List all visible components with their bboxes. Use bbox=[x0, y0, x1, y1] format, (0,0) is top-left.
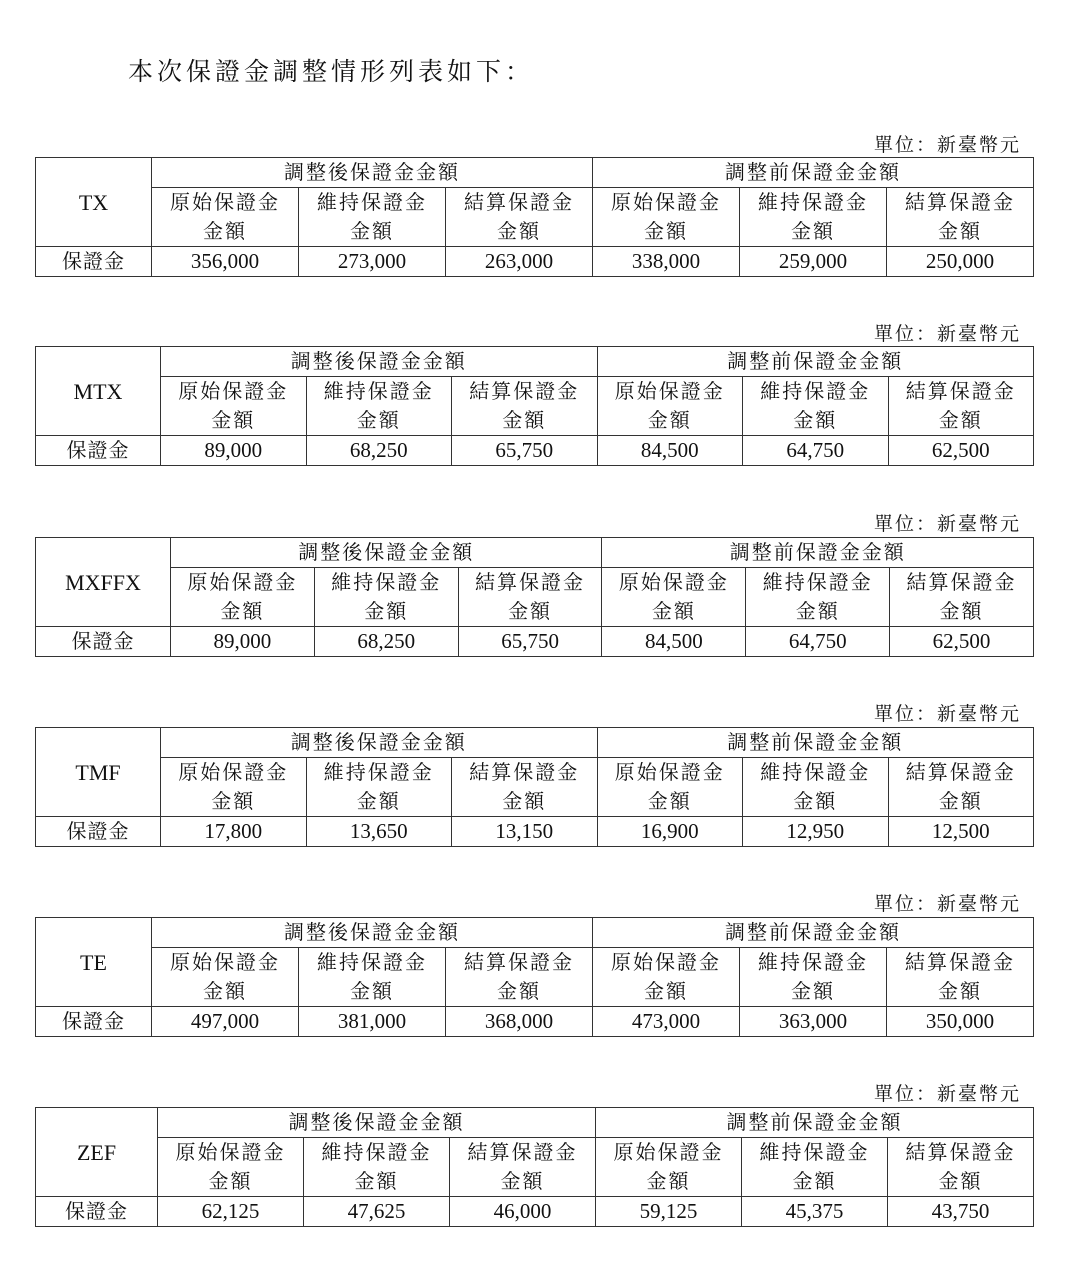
column-header bbox=[314, 568, 458, 627]
margin-value: 62,500 bbox=[890, 627, 1034, 657]
group-header-before: 調整前保證金金額 bbox=[597, 347, 1034, 377]
column-header-line: 金額 bbox=[500, 1169, 545, 1193]
column-header-line: 金額 bbox=[793, 408, 838, 432]
row-label: 保證金 bbox=[36, 1007, 152, 1037]
margin-value: 16,900 bbox=[597, 817, 743, 847]
column-header-line: 金額 bbox=[651, 599, 696, 623]
column-header bbox=[888, 377, 1034, 436]
column-header-line: 維持保證金 bbox=[323, 760, 434, 784]
column-header bbox=[452, 758, 598, 817]
column-header-line: 金額 bbox=[646, 1169, 691, 1193]
margin-value: 62,125 bbox=[158, 1197, 304, 1227]
column-header bbox=[740, 948, 887, 1007]
column-header bbox=[306, 758, 452, 817]
column-header bbox=[887, 188, 1034, 247]
margin-value: 45,375 bbox=[742, 1197, 888, 1227]
column-header bbox=[743, 377, 889, 436]
margin-value: 363,000 bbox=[740, 1007, 887, 1037]
column-header bbox=[299, 188, 446, 247]
unit-label: 單位：新臺幣元 bbox=[873, 703, 1021, 725]
margin-value: 46,000 bbox=[450, 1197, 596, 1227]
column-header bbox=[593, 188, 740, 247]
column-header-line: 結算保證金 bbox=[905, 190, 1015, 214]
column-header bbox=[593, 948, 740, 1007]
column-header-line: 結算保證金 bbox=[906, 570, 1017, 594]
column-header bbox=[597, 758, 743, 817]
column-header-line: 金額 bbox=[647, 408, 692, 432]
group-header-after: 調整後保證金金額 bbox=[152, 918, 593, 948]
column-header-line: 維持保證金 bbox=[759, 1140, 870, 1164]
column-header-line: 金額 bbox=[793, 789, 838, 813]
column-header bbox=[446, 948, 593, 1007]
group-header-after: 調整後保證金金額 bbox=[161, 728, 598, 758]
column-header-line: 金額 bbox=[938, 219, 982, 243]
column-header bbox=[743, 758, 889, 817]
column-header-line: 維持保證金 bbox=[758, 950, 868, 974]
margin-value: 17,800 bbox=[161, 817, 307, 847]
column-header-line: 金額 bbox=[211, 408, 256, 432]
margin-value: 68,250 bbox=[306, 436, 452, 466]
column-header-line: 維持保證金 bbox=[321, 1140, 432, 1164]
margin-value: 273,000 bbox=[299, 247, 446, 277]
column-header bbox=[887, 948, 1034, 1007]
column-header-line: 維持保證金 bbox=[760, 379, 871, 403]
margin-value: 368,000 bbox=[446, 1007, 593, 1037]
column-header bbox=[888, 1138, 1034, 1197]
margin-value: 497,000 bbox=[152, 1007, 299, 1037]
column-header-line: 金額 bbox=[203, 219, 247, 243]
column-header-line: 維持保證金 bbox=[317, 190, 427, 214]
margin-value: 259,000 bbox=[740, 247, 887, 277]
group-header-before: 調整前保證金金額 bbox=[597, 728, 1034, 758]
margin-table-mxffx bbox=[35, 537, 1034, 657]
margin-table-zef bbox=[35, 1107, 1034, 1227]
contract-code: TMF bbox=[36, 728, 161, 817]
margin-value: 13,150 bbox=[452, 817, 598, 847]
column-header-line: 金額 bbox=[938, 408, 983, 432]
column-header-line: 金額 bbox=[792, 1169, 837, 1193]
column-header bbox=[152, 188, 299, 247]
column-header-line: 原始保證金 bbox=[187, 570, 298, 594]
row-label: 保證金 bbox=[36, 247, 152, 277]
column-header bbox=[596, 1138, 742, 1197]
column-header-line: 原始保證金 bbox=[170, 190, 280, 214]
column-header bbox=[446, 188, 593, 247]
contract-code: MTX bbox=[36, 347, 161, 436]
column-header bbox=[304, 1138, 450, 1197]
row-label: 保證金 bbox=[36, 817, 161, 847]
column-header-line: 金額 bbox=[502, 408, 547, 432]
unit-label: 單位：新臺幣元 bbox=[873, 513, 1021, 535]
contract-code: MXFFX bbox=[36, 538, 171, 627]
column-header-line: 結算保證金 bbox=[905, 379, 1016, 403]
column-header-line: 金額 bbox=[208, 1169, 253, 1193]
margin-value: 250,000 bbox=[887, 247, 1034, 277]
unit-label: 單位：新臺幣元 bbox=[873, 134, 1021, 156]
margin-value: 338,000 bbox=[593, 247, 740, 277]
column-header bbox=[746, 568, 890, 627]
column-header-line: 金額 bbox=[203, 979, 247, 1003]
column-header bbox=[161, 758, 307, 817]
column-header bbox=[602, 568, 746, 627]
column-header bbox=[158, 1138, 304, 1197]
margin-value: 350,000 bbox=[887, 1007, 1034, 1037]
column-header-line: 金額 bbox=[647, 789, 692, 813]
margin-table-mtx bbox=[35, 346, 1034, 466]
column-header-line: 原始保證金 bbox=[178, 379, 289, 403]
margin-value: 356,000 bbox=[152, 247, 299, 277]
margin-value: 65,750 bbox=[452, 436, 598, 466]
contract-code: ZEF bbox=[36, 1108, 158, 1197]
row-label: 保證金 bbox=[36, 1197, 158, 1227]
group-header-after: 調整後保證金金額 bbox=[171, 538, 602, 568]
column-header-line: 結算保證金 bbox=[475, 570, 586, 594]
column-header-line: 金額 bbox=[497, 219, 541, 243]
unit-label: 單位：新臺幣元 bbox=[873, 1083, 1021, 1105]
group-header-after: 調整後保證金金額 bbox=[152, 158, 593, 188]
column-header bbox=[597, 377, 743, 436]
group-header-before: 調整前保證金金額 bbox=[593, 918, 1034, 948]
column-header-line: 金額 bbox=[644, 219, 688, 243]
column-header-line: 金額 bbox=[938, 979, 982, 1003]
column-header-line: 結算保證金 bbox=[905, 950, 1015, 974]
margin-value: 84,500 bbox=[602, 627, 746, 657]
column-header-line: 維持保證金 bbox=[758, 190, 868, 214]
margin-value: 64,750 bbox=[746, 627, 890, 657]
column-header bbox=[450, 1138, 596, 1197]
column-header bbox=[161, 377, 307, 436]
column-header-line: 金額 bbox=[938, 789, 983, 813]
column-header-line: 金額 bbox=[795, 599, 840, 623]
column-header-line: 金額 bbox=[354, 1169, 399, 1193]
column-header bbox=[299, 948, 446, 1007]
column-header bbox=[742, 1138, 888, 1197]
column-header-line: 維持保證金 bbox=[317, 950, 427, 974]
unit-label: 單位：新臺幣元 bbox=[873, 893, 1021, 915]
column-header-line: 原始保證金 bbox=[618, 570, 729, 594]
column-header-line: 結算保證金 bbox=[464, 190, 574, 214]
margin-value: 12,500 bbox=[888, 817, 1034, 847]
column-header bbox=[890, 568, 1034, 627]
column-header-line: 結算保證金 bbox=[469, 760, 580, 784]
margin-value: 65,750 bbox=[458, 627, 602, 657]
column-header bbox=[888, 758, 1034, 817]
column-header-line: 原始保證金 bbox=[613, 1140, 724, 1164]
column-header-line: 金額 bbox=[508, 599, 553, 623]
unit-label: 單位：新臺幣元 bbox=[873, 323, 1021, 345]
margin-value: 381,000 bbox=[299, 1007, 446, 1037]
column-header-line: 原始保證金 bbox=[175, 1140, 286, 1164]
margin-value: 473,000 bbox=[593, 1007, 740, 1037]
column-header-line: 原始保證金 bbox=[611, 950, 721, 974]
column-header-line: 維持保證金 bbox=[331, 570, 442, 594]
document-title: 本次保證金調整情形列表如下： bbox=[128, 57, 535, 86]
margin-value: 59,125 bbox=[596, 1197, 742, 1227]
column-header-line: 金額 bbox=[220, 599, 265, 623]
column-header-line: 金額 bbox=[356, 789, 401, 813]
column-header bbox=[306, 377, 452, 436]
margin-value: 263,000 bbox=[446, 247, 593, 277]
contract-code: TE bbox=[36, 918, 152, 1007]
column-header-line: 結算保證金 bbox=[467, 1140, 578, 1164]
group-header-after: 調整後保證金金額 bbox=[158, 1108, 596, 1138]
column-header-line: 原始保證金 bbox=[611, 190, 721, 214]
column-header-line: 原始保證金 bbox=[614, 379, 725, 403]
margin-value: 64,750 bbox=[743, 436, 889, 466]
column-header-line: 金額 bbox=[211, 789, 256, 813]
column-header-line: 金額 bbox=[350, 219, 394, 243]
group-header-before: 調整前保證金金額 bbox=[602, 538, 1033, 568]
column-header-line: 金額 bbox=[939, 599, 984, 623]
margin-value: 89,000 bbox=[171, 627, 315, 657]
column-header bbox=[171, 568, 315, 627]
column-header-line: 金額 bbox=[938, 1169, 983, 1193]
margin-table-tmf bbox=[35, 727, 1034, 847]
margin-value: 13,650 bbox=[306, 817, 452, 847]
margin-value: 84,500 bbox=[597, 436, 743, 466]
column-header-line: 結算保證金 bbox=[905, 760, 1016, 784]
group-header-after: 調整後保證金金額 bbox=[161, 347, 598, 377]
margin-value: 12,950 bbox=[743, 817, 889, 847]
row-label: 保證金 bbox=[36, 436, 161, 466]
column-header-line: 結算保證金 bbox=[469, 379, 580, 403]
margin-value: 47,625 bbox=[304, 1197, 450, 1227]
column-header-line: 原始保證金 bbox=[614, 760, 725, 784]
column-header-line: 金額 bbox=[350, 979, 394, 1003]
column-header bbox=[152, 948, 299, 1007]
group-header-before: 調整前保證金金額 bbox=[593, 158, 1034, 188]
margin-value: 62,500 bbox=[888, 436, 1034, 466]
column-header-line: 金額 bbox=[364, 599, 409, 623]
column-header-line: 原始保證金 bbox=[178, 760, 289, 784]
margin-table-tx bbox=[35, 157, 1034, 277]
row-label: 保證金 bbox=[36, 627, 171, 657]
column-header-line: 原始保證金 bbox=[170, 950, 280, 974]
column-header bbox=[458, 568, 602, 627]
column-header-line: 金額 bbox=[497, 979, 541, 1003]
margin-table-te bbox=[35, 917, 1034, 1037]
contract-code: TX bbox=[36, 158, 152, 247]
column-header-line: 金額 bbox=[791, 979, 835, 1003]
group-header-before: 調整前保證金金額 bbox=[596, 1108, 1034, 1138]
margin-value: 43,750 bbox=[888, 1197, 1034, 1227]
column-header bbox=[740, 188, 887, 247]
column-header-line: 金額 bbox=[644, 979, 688, 1003]
column-header-line: 金額 bbox=[356, 408, 401, 432]
margin-value: 68,250 bbox=[314, 627, 458, 657]
column-header-line: 結算保證金 bbox=[905, 1140, 1016, 1164]
column-header-line: 維持保證金 bbox=[762, 570, 873, 594]
column-header-line: 金額 bbox=[502, 789, 547, 813]
column-header-line: 結算保證金 bbox=[464, 950, 574, 974]
margin-value: 89,000 bbox=[161, 436, 307, 466]
column-header bbox=[452, 377, 598, 436]
column-header-line: 維持保證金 bbox=[760, 760, 871, 784]
column-header-line: 金額 bbox=[791, 219, 835, 243]
column-header-line: 維持保證金 bbox=[323, 379, 434, 403]
